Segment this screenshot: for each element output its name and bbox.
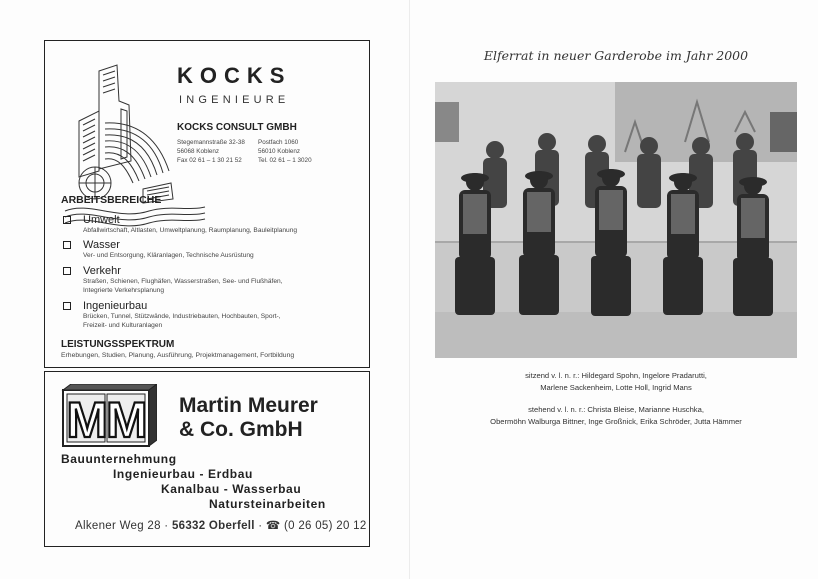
page-fold — [409, 0, 410, 579]
meurer-street: Alkener Weg 28 · — [75, 520, 172, 532]
area-desc-line: Brücken, Tunnel, Stützwände, Industriebauten, Hochbauten, Sport-, — [83, 313, 281, 320]
meurer-name-line: & Co. GmbH — [179, 418, 303, 441]
checkbox-square-icon — [63, 302, 71, 310]
meurer-name — [179, 394, 318, 442]
kocks-address-right — [258, 138, 312, 165]
kocks-address-left — [177, 138, 245, 165]
area-desc — [83, 227, 297, 236]
area-desc-line: Integrierte Verkehrsplanung — [83, 286, 165, 294]
meurer-name-line: Martin Meurer — [179, 394, 318, 417]
area-desc-line: Abfallwirtschaft, Altlasten, Umweltplanung, Raumplanung, Bauleitplanung — [83, 227, 298, 234]
address-line: 56010 Koblenz — [258, 148, 301, 155]
meurer-line: Bauunternehmung — [61, 452, 177, 466]
caption-seated — [430, 370, 802, 394]
kocks-subtitle: INGENIEURE — [179, 94, 290, 106]
area-title: Umwelt — [83, 214, 120, 226]
area-desc-line: Ver- und Entsorgung, Kläranlagen, Technische Ausrüstung — [83, 252, 254, 259]
kocks-advertisement — [44, 40, 370, 368]
group-photo — [435, 82, 797, 358]
address-line: Tel. 02 61 – 1 3020 — [258, 157, 312, 164]
address-line: 56068 Koblenz — [177, 148, 220, 155]
address-line: Fax 02 61 – 1 30 21 52 — [177, 157, 242, 164]
area-desc-line: Straßen, Schienen, Flughäfen, Wasserstraßen, See- und Flußhäfen, — [83, 278, 283, 285]
meurer-line: Natursteinarbeiten — [209, 497, 326, 511]
address-line: Postfach 1060 — [258, 139, 299, 146]
area-desc — [83, 278, 283, 295]
kocks-company: KOCKS CONSULT GMBH — [177, 122, 297, 133]
caption-line: Obermöhn Walburga Bittner, Inge Großnick, Erika Schröder, Jutta Hämmer — [490, 417, 742, 426]
area-desc-line: Freizeit- und Kulturanlagen — [83, 321, 163, 329]
area-desc — [83, 313, 281, 330]
caption-line: stehend v. l. n. r.: Christa Bleise, Marianne Huschka, — [528, 405, 704, 414]
checkbox-square-icon — [63, 216, 71, 224]
meurer-line: Ingenieurbau - Erdbau — [113, 467, 253, 481]
meurer-address — [75, 518, 367, 532]
area-desc — [83, 252, 254, 261]
meurer-line: Kanalbau - Wasserbau — [161, 482, 302, 496]
caption-line: Marlene Sackenheim, Lotte Holl, Ingrid Mans — [540, 383, 692, 392]
services-desc: Erhebungen, Studien, Planung, Ausführung, Projektmanagement, Fortbildung — [61, 352, 295, 359]
area-title: Verkehr — [83, 265, 121, 277]
address-line: Stegemannstraße 32-38 — [177, 139, 245, 146]
meurer-advertisement — [44, 371, 370, 547]
areas-title: ARBEITSBEREICHE — [61, 194, 162, 206]
meurer-logo-letters: MM — [66, 392, 146, 448]
area-title: Ingenieurbau — [83, 300, 148, 312]
kocks-name: KOCKS — [177, 63, 292, 88]
meurer-city: 56332 Oberfell — [171, 520, 255, 532]
meurer-logo — [53, 384, 157, 450]
area-title: Wasser — [83, 239, 120, 251]
services-title: LEISTUNGSSPEKTRUM — [61, 339, 175, 350]
caption-standing — [430, 404, 802, 428]
checkbox-square-icon — [63, 267, 71, 275]
caption-line: sitzend v. l. n. r.: Hildegard Spohn, Ingelore Pradarutti, — [525, 371, 707, 380]
meurer-phone: · ☎ (0 26 05) 20 12 — [254, 520, 367, 532]
photo-title: Elferrat in neuer Garderobe im Jahr 2000 — [483, 48, 749, 63]
checkbox-square-icon — [63, 241, 71, 249]
